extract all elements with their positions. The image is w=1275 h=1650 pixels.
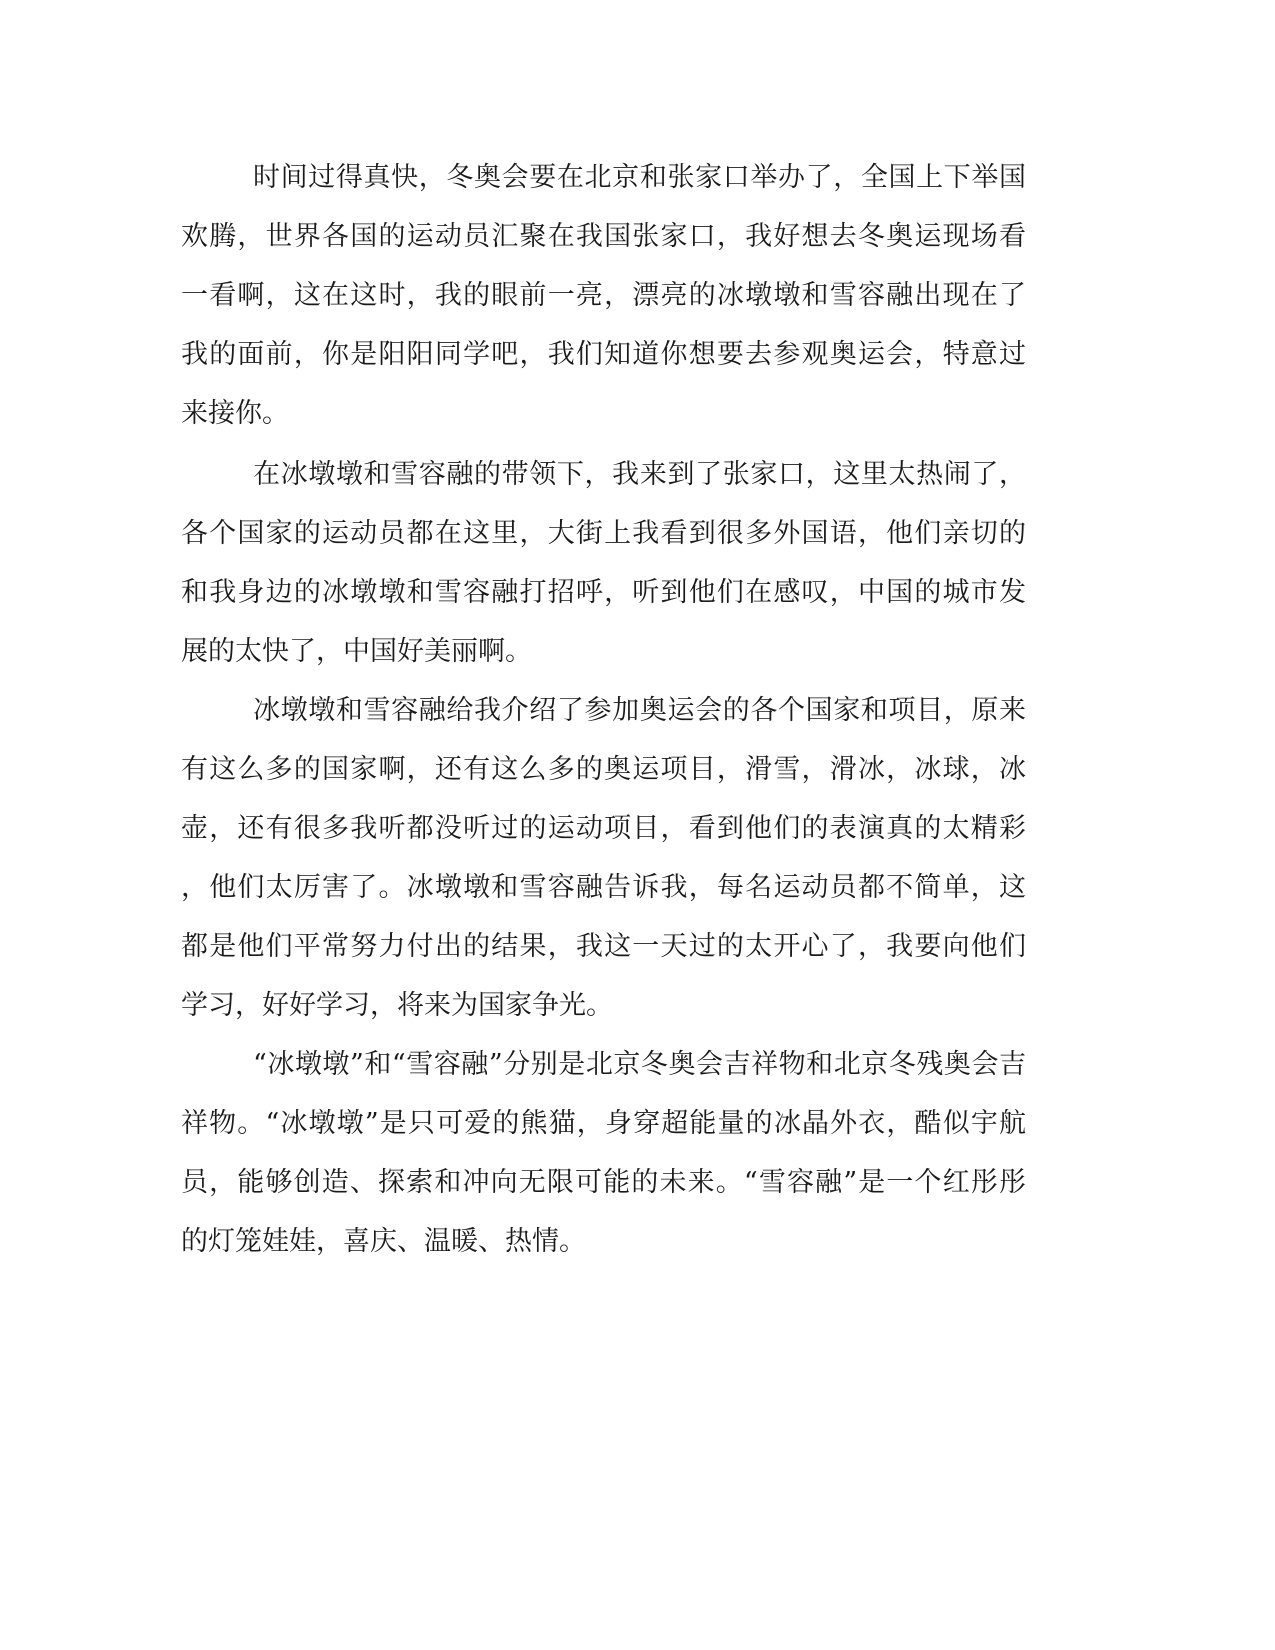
- paragraph-3-line-3: 壶，还有很多我听都没听过的运动项目，看到他们的表演真的太精彩: [181, 813, 1026, 844]
- paragraph-3-line-4: ，他们太厉害了。冰墩墩和雪容融告诉我，每名运动员都不简单，这: [181, 872, 1026, 903]
- paragraph-4-line-1: “冰墩墩”和“雪容融”分别是北京冬奥会吉祥物和北京冬残奥会吉: [253, 1049, 1026, 1080]
- paragraph-2-line-4: 展的太快了，中国好美丽啊。: [181, 636, 532, 667]
- paragraph-1-line-2: 欢腾，世界各国的运动员汇聚在我国张家口，我好想去冬奥运现场看: [181, 221, 1026, 252]
- paragraph-3-line-6: 学习，好好学习，将来为国家争光。: [181, 990, 613, 1021]
- paragraph-2-line-2: 各个国家的运动员都在这里，大街上我看到很多外国语，他们亲切的: [181, 518, 1026, 549]
- paragraph-2-line-1: 在冰墩墩和雪容融的带领下，我来到了张家口，这里太热闹了，: [253, 459, 1026, 490]
- paragraph-4-line-2: 祥物。“冰墩墩”是只可爱的熊猫，身穿超能量的冰晶外衣，酷似宇航: [181, 1108, 1026, 1139]
- paragraph-4-line-3: 员，能够创造、探索和冲向无限可能的未来。“雪容融”是一个红彤彤: [181, 1167, 1026, 1198]
- paragraph-1-line-5: 来接你。: [181, 398, 289, 429]
- paragraph-3-line-5: 都是他们平常努力付出的结果，我这一天过的太开心了，我要向他们: [181, 931, 1026, 962]
- paragraph-3-line-1: 冰墩墩和雪容融给我介绍了参加奥运会的各个国家和项目，原来: [253, 695, 1026, 726]
- paragraph-1-line-4: 我的面前，你是阳阳同学吧，我们知道你想要去参观奥运会，特意过: [181, 339, 1026, 370]
- paragraph-3-line-2: 有这么多的国家啊，还有这么多的奥运项目，滑雪，滑冰，冰球，冰: [181, 754, 1026, 785]
- paragraph-1-line-3: 一看啊，这在这时，我的眼前一亮，漂亮的冰墩墩和雪容融出现在了: [181, 280, 1026, 311]
- paragraph-2-line-3: 和我身边的冰墩墩和雪容融打招呼，听到他们在感叹，中国的城市发: [181, 577, 1026, 608]
- paragraph-4-line-4: 的灯笼娃娃，喜庆、温暖、热情。: [181, 1226, 586, 1257]
- paragraph-1-line-1: 时间过得真快，冬奥会要在北京和张家口举办了，全国上下举国: [253, 162, 1026, 193]
